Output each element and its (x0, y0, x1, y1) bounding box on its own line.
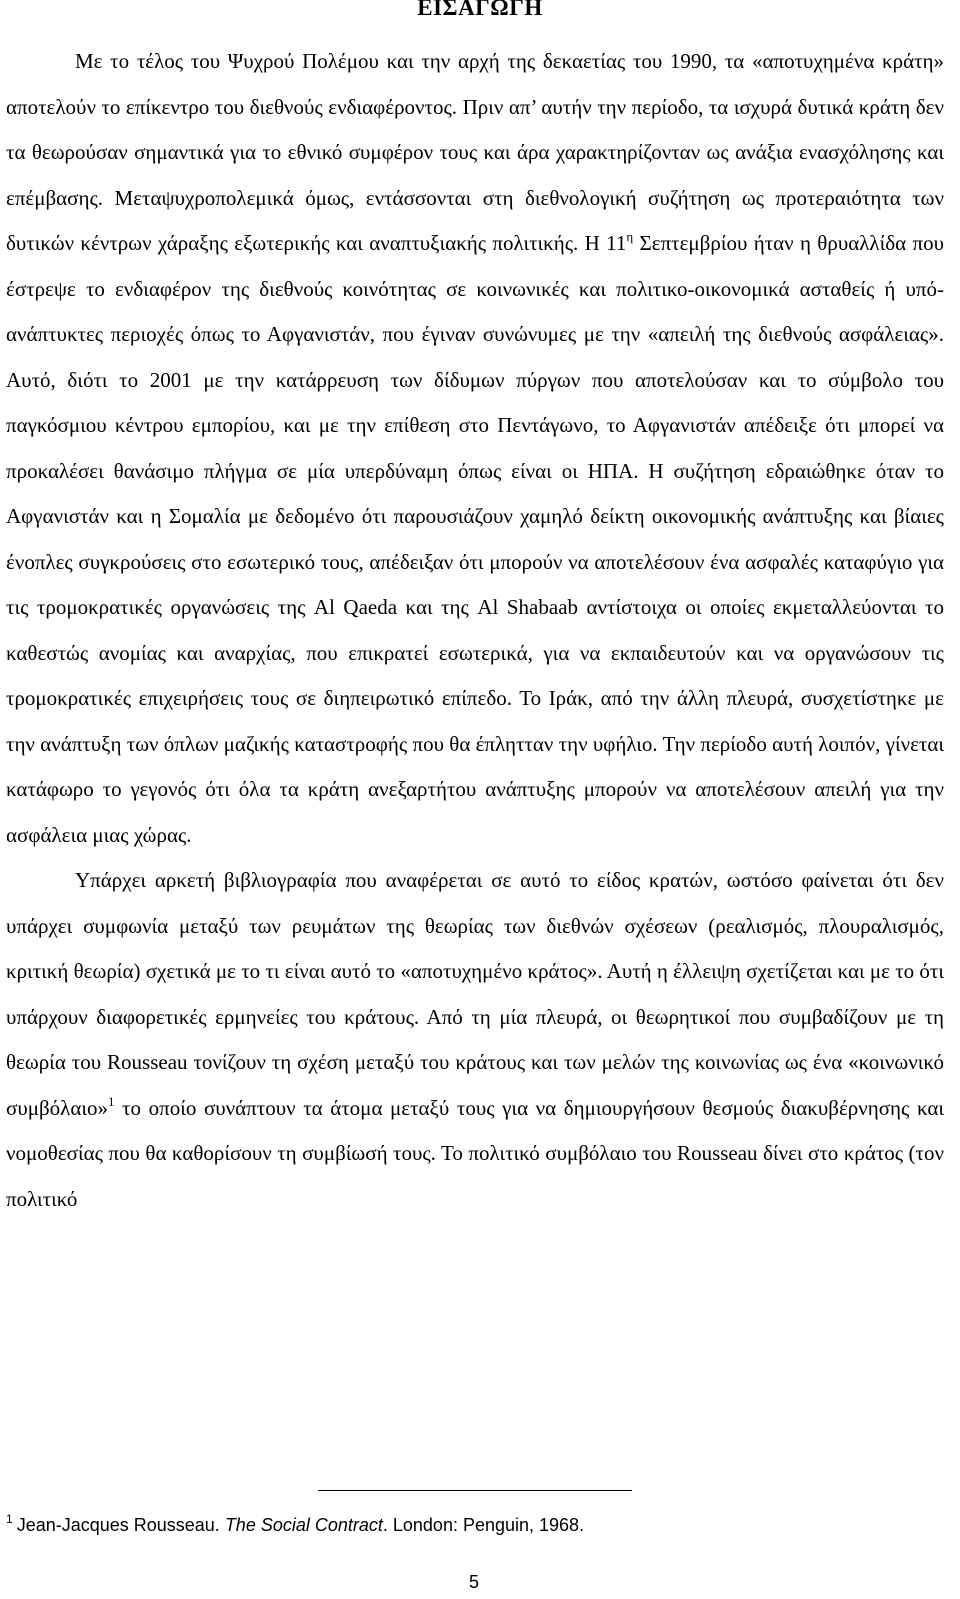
footnote (6, 1513, 584, 1537)
paragraph-1-text-b: Σεπτεμβρίου ήταν η θρυαλλίδα που έστρεψε το ενδιαφέρον της διεθνούς κοινότητας σε κοινωνικές και πολιτικο-οικονομικά ασταθείς ή υπό-ανάπτυκτες περιοχές όπως το Αφγανιστάν, που έγιναν συνώνυμες με την «απειλή της διεθνούς ασφάλειας». Αυτό, διότι το 2001 με την κατάρρευση των δίδυμων πύργων που αποτελούσαν και το σύμβολο του παγκόσμιου κέντρου εμπορίου, και με την επίθεση στο Πεντάγωνο, το Αφγανιστάν απέδειξε ότι μπορεί να προκαλέσει θανάσιμο πλήγμα σε μία υπερδύναμη όπως είναι οι ΗΠΑ. Η συζήτηση εδραιώθηκε όταν το Αφγανιστάν και η Σομαλία με δεδομένο ότι παρουσιάζουν χαμηλό δείκτη οικονομικής ανάπτυξης και βίαιες ένοπλες συγκρούσεις στο εσωτερικό τους, απέδειξαν ότι μπορούν να αποτελέσουν ένα ασφαλές καταφύγιο για τις τρομοκρατικές οργανώσεις της Al Qaeda και της Al Shabaab αντίστοιχα οι οποίες εκμεταλλεύονται το καθεστώς ανομίας και αναρχίας, που επικρατεί εσωτερικά, για να εκπαιδευτούν και να οργανώσουν τις τρομοκρατικές επιχειρήσεις τους σε διηπειρωτικό επίπεδο. Το Ιράκ, από την άλλη πλευρά, συσχετίστηκε με την ανάπτυξη των όπλων μαζικής καταστροφής που θα έπλητταν την υφήλιο. Την περίοδο αυτή λοιπόν, γίνεται κατάφωρο το γεγονός ότι όλα τα κράτη ανεξαρτήτου ανάπτυξης μπορούν να αποτελέσουν απειλή για την ασφάλεια μιας χώρας. (6, 231, 944, 847)
footnote-book-title: The Social Contract (224, 1515, 383, 1535)
paragraph-2 (6, 858, 944, 1222)
ordinal-superscript: η (626, 229, 634, 244)
footnote-mark: 1 (6, 1512, 13, 1526)
paragraph-1 (6, 39, 944, 858)
page-number: 5 (468, 1572, 479, 1592)
footnote-author: Jean-Jacques Rousseau. (16, 1515, 225, 1535)
footnote-publication: . London: Penguin, 1968. (382, 1515, 585, 1535)
footnote-separator (318, 1490, 632, 1491)
paragraph-2-text-a: Υπάρχει αρκετή βιβλιογραφία που αναφέρεται σε αυτό το είδος κρατών, ωστόσο φαίνεται ότι δεν υπάρχει συμφωνία μεταξύ των ρευμάτων της θεωρίας των διεθνών σχέσεων (ρεαλισμός, πλουραλισμός, κριτική θεωρία) σχετικά με το τι είναι αυτό το «αποτυχημένο κράτος». Αυτή η έλλειψη σχετίζεται και με το ότι υπάρχουν διαφορετικές ερμηνείες του κράτους. Από τη μία πλευρά, οι θεωρητικοί που συμβαδίζουν με τη θεωρία του Rousseau τονίζουν τη σχέση μεταξύ του κράτους και των μελών της κοινωνίας ως ένα «κοινωνικό συμβόλαιο» (6, 868, 944, 1120)
footnote-reference: 1 (108, 1093, 115, 1109)
paragraph-2-text-b: το οποίο συνάπτουν τα άτομα μεταξύ τους για να δημιουργήσουν θεσμούς διακυβέρνησης και νομοθεσίας που θα καθορίσουν τη συμβίωσή τους. Το πολιτικό συμβόλαιο του Rousseau δίνει στο κράτος (τον πολιτικό (6, 1095, 944, 1211)
section-heading: ΕΙΣΑΓΩΓΗ (417, 0, 543, 20)
paragraph-1-text-a: Με το τέλος του Ψυχρού Πολέμου και την αρχή της δεκαετίας του 1990, τα «αποτυχημένα κράτη» αποτελούν το επίκεντρο του διεθνούς ενδιαφέροντος. Πριν απ’ αυτήν την περίοδο, τα ισχυρά δυτικά κράτη δεν τα θεωρούσαν σημαντικά για το εθνικό συμφέρον τους και άρα χαρακτηρίζονταν ως ανάξια ενασχόλησης και επέμβασης. Μεταψυχροπολεμικά όμως, εντάσσονται στη διεθνολογική συζήτηση ως προτεραιότητα των δυτικών κέντρων χάραξης εξωτερικής και αναπτυξιακής πολιτικής. Η 11 (6, 49, 944, 255)
body-text (6, 39, 944, 1222)
